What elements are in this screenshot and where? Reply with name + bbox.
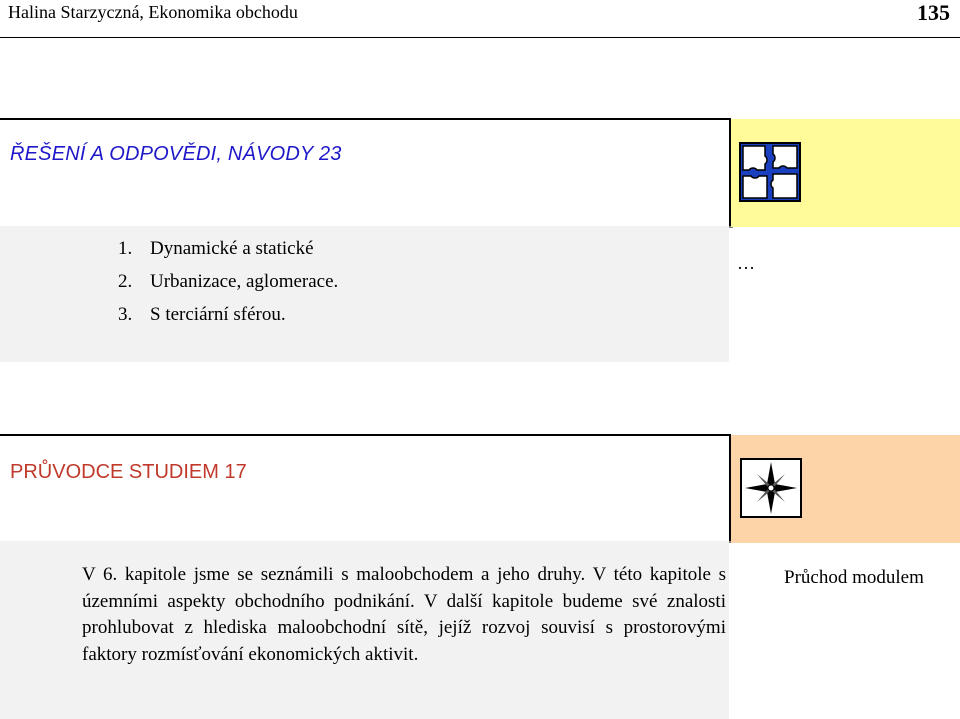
answer-item: 1. Dynamické a statické [118, 238, 314, 259]
answers-title: ŘEŠENÍ A ODPOVĚDI, NÁVODY 23 [10, 143, 342, 165]
compass-rose-icon [740, 458, 802, 518]
answers-list [118, 236, 338, 335]
running-header-author: Halina Starzyczná, Ekonomika obchodu [8, 2, 298, 22]
guide-title-box [0, 434, 731, 541]
answer-item: 3. S terciární sférou. [118, 304, 286, 325]
margin-note: Průchod modulem [784, 567, 924, 588]
answers-list-panel [0, 226, 729, 362]
answer-item: 2. Urbanizace, aglomerace. [118, 271, 339, 292]
answers-title-box [0, 118, 731, 226]
page-number: 135 [917, 0, 950, 25]
puzzle-icon [739, 142, 801, 202]
header-rule [0, 37, 960, 38]
ellipsis-mark: … [737, 253, 755, 273]
guide-paragraph: V 6. kapitole jsme se seznámili s maloobchodem a jeho druhy. V této kapitole s územními aspekty obchodního podnikání. V další kapitole budeme své znalosti prohlubovat z hlediska maloobchodní sítě, jejíž rozvoj souvisí s prostorovými faktory rozmísťování ekonomických aktivit. [82, 564, 726, 665]
guide-title: PRŮVODCE STUDIEM 17 [10, 461, 247, 483]
